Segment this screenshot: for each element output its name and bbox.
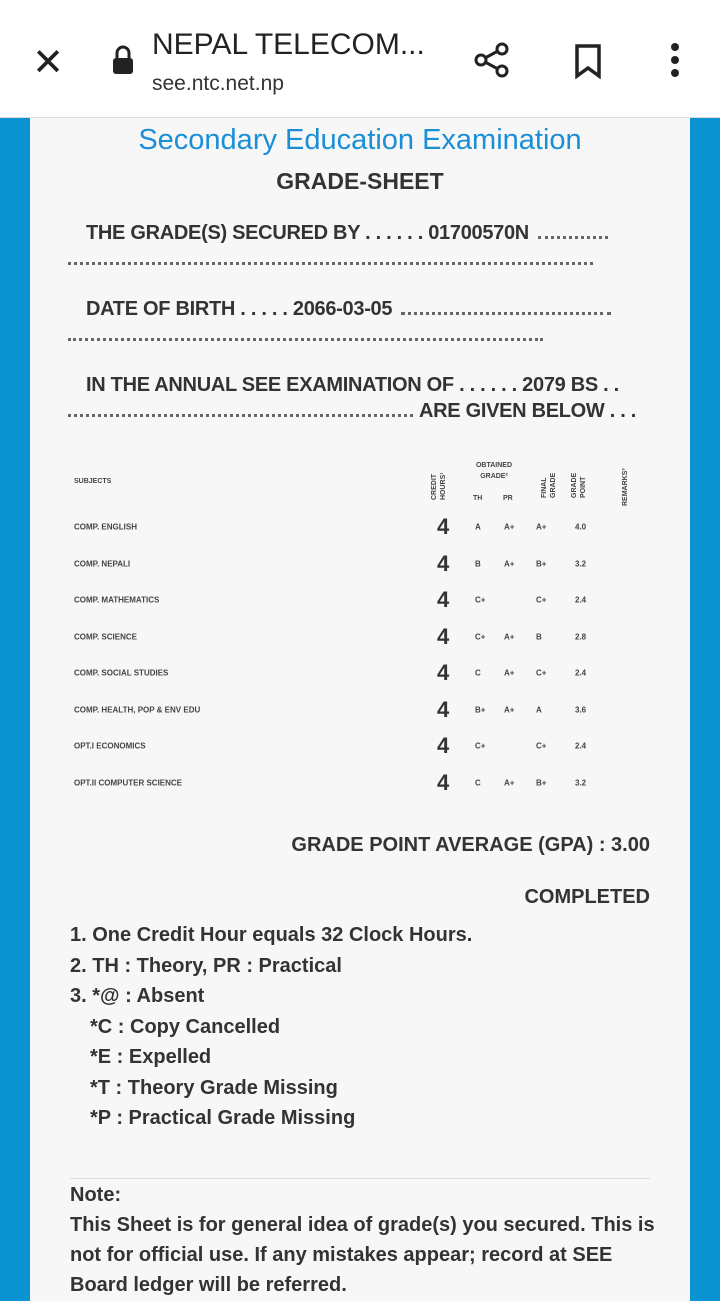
secured-by-label: THE GRADE(S) SECURED BY . . . . . .	[86, 222, 423, 244]
footnote: 3. *@ : Absent	[70, 985, 205, 1007]
final-grade: C+	[536, 595, 547, 605]
final-grade: C+	[536, 741, 547, 751]
practical-grade: A+	[504, 668, 515, 678]
exam-line	[86, 374, 619, 397]
subject-name: OPT.I ECONOMICS	[74, 741, 146, 751]
subject-name: COMP. SCIENCE	[74, 632, 137, 641]
page-url[interactable]: see.ntc.net.np	[152, 72, 284, 95]
theory-grade: C+	[475, 741, 486, 751]
footnote: *P : Practical Grade Missing	[90, 1107, 356, 1129]
footnote: *T : Theory Grade Missing	[90, 1076, 338, 1099]
subject-name: COMP. HEALTH, POP & ENV EDU	[74, 705, 201, 714]
exam-label: IN THE ANNUAL SEE EXAMINATION OF . . . . . .	[86, 374, 517, 396]
practical-grade: A+	[504, 632, 515, 641]
credit-hours: 4	[437, 587, 450, 612]
final-grade: B+	[536, 778, 547, 787]
grade-point: 3.2	[575, 559, 587, 568]
header-subjects: SUBJECTS	[74, 478, 112, 485]
table-row	[70, 765, 650, 801]
theory-grade: C	[475, 778, 481, 787]
header-grade-point: GRADE POINT	[571, 472, 587, 498]
page-title: NEPAL TELECOM...	[152, 28, 425, 61]
footnote: *C : Copy Cancelled	[90, 1015, 281, 1038]
table-row	[70, 619, 650, 655]
practical-grade: A+	[504, 778, 515, 787]
bookmark-icon[interactable]	[572, 42, 604, 80]
given-below-line	[68, 400, 636, 423]
header-final-grade: FINAL GRADE	[541, 472, 557, 498]
credit-hours: 4	[437, 769, 450, 795]
practical-grade: A+	[504, 559, 515, 568]
note-title: Note:	[70, 1184, 122, 1206]
table-row	[70, 655, 650, 691]
footnote: *E : Expelled	[90, 1046, 212, 1068]
footnote: 1. One Credit Hour equals 32 Clock Hours.	[70, 924, 473, 946]
final-grade: B	[536, 632, 542, 641]
note-text: This Sheet is for general idea of grade(s) you secured. This is not for official use. If any mistakes appear; record at SEE Board ledger will be referred.	[70, 1214, 655, 1296]
theory-grade: B+	[475, 705, 486, 714]
footnotes	[70, 920, 660, 1134]
credit-hours: 4	[437, 514, 450, 539]
credit-hours: 4	[437, 550, 450, 576]
subject-name: COMP. ENGLISH	[74, 522, 137, 532]
theory-grade: C	[475, 668, 481, 678]
close-icon[interactable]: ✕	[32, 41, 64, 84]
grade-point: 2.4	[575, 741, 587, 751]
dob-label: DATE OF BIRTH . . . . .	[86, 298, 288, 320]
final-grade: B+	[536, 559, 547, 568]
grade-point: 2.4	[575, 668, 587, 678]
dotted-line	[68, 328, 543, 346]
credit-hours: 4	[437, 696, 450, 722]
header-credit-hours: CREDIT HOURS¹	[431, 472, 447, 500]
header-obtained-grade: OBTAINED GRADE²	[475, 462, 513, 480]
given-below-label: ARE GIVEN BELOW . . .	[419, 400, 637, 422]
grade-point: 3.6	[575, 705, 587, 714]
dotted-fill	[68, 413, 413, 417]
final-grade: A+	[536, 522, 547, 532]
final-grade: A	[536, 705, 542, 714]
header-remarks: REMARKS³	[622, 468, 629, 506]
grade-point: 3.2	[575, 778, 587, 787]
divider	[70, 1178, 650, 1179]
result-status: COMPLETED	[524, 886, 650, 908]
grade-sheet-title: GRADE-SHEET	[276, 168, 444, 194]
more-options-icon[interactable]	[660, 40, 690, 80]
note	[70, 1180, 660, 1300]
secured-by-line	[86, 222, 612, 245]
dotted-fill	[538, 235, 608, 239]
lock-icon[interactable]	[110, 44, 136, 76]
dotted-fill	[401, 311, 611, 315]
grade-point: 4.0	[575, 522, 587, 532]
theory-grade: B	[475, 559, 481, 568]
header-th: TH	[473, 495, 483, 502]
header-pr: PR	[503, 495, 513, 502]
practical-grade: A+	[504, 522, 515, 532]
final-grade: C+	[536, 668, 547, 678]
credit-hours: 4	[437, 733, 450, 758]
grade-point: 2.8	[575, 632, 587, 641]
practical-grade: A+	[504, 705, 515, 714]
dotted-line	[68, 252, 593, 270]
exam-heading: Secondary Education Examination	[138, 124, 582, 156]
subject-name: COMP. NEPALI	[74, 559, 131, 568]
footnote: 2. TH : Theory, PR : Practical	[70, 954, 342, 977]
subject-name: COMP. SOCIAL STUDIES	[74, 668, 169, 678]
theory-grade: C+	[475, 632, 486, 641]
grade-point: 2.4	[575, 595, 587, 605]
table-row	[70, 582, 650, 618]
exam-year: 2079 BS . .	[522, 374, 619, 396]
credit-hours: 4	[437, 660, 450, 685]
credit-hours: 4	[437, 623, 450, 649]
theory-grade: A	[475, 522, 481, 532]
gpa: GRADE POINT AVERAGE (GPA) : 3.00	[291, 834, 650, 856]
table-row	[70, 728, 650, 764]
grade-sheet	[30, 118, 690, 1301]
share-icon[interactable]	[472, 40, 512, 80]
table-row	[70, 546, 650, 582]
subject-name: COMP. MATHEMATICS	[74, 595, 160, 605]
dob-line	[86, 298, 615, 321]
table-row	[70, 509, 650, 545]
browser-toolbar	[0, 0, 720, 118]
subject-name: OPT.II COMPUTER SCIENCE	[74, 778, 183, 787]
table-row	[70, 692, 650, 728]
symbol-number: 01700570N	[428, 222, 529, 244]
theory-grade: C+	[475, 595, 486, 605]
dob-value: 2066-03-05	[292, 298, 393, 320]
